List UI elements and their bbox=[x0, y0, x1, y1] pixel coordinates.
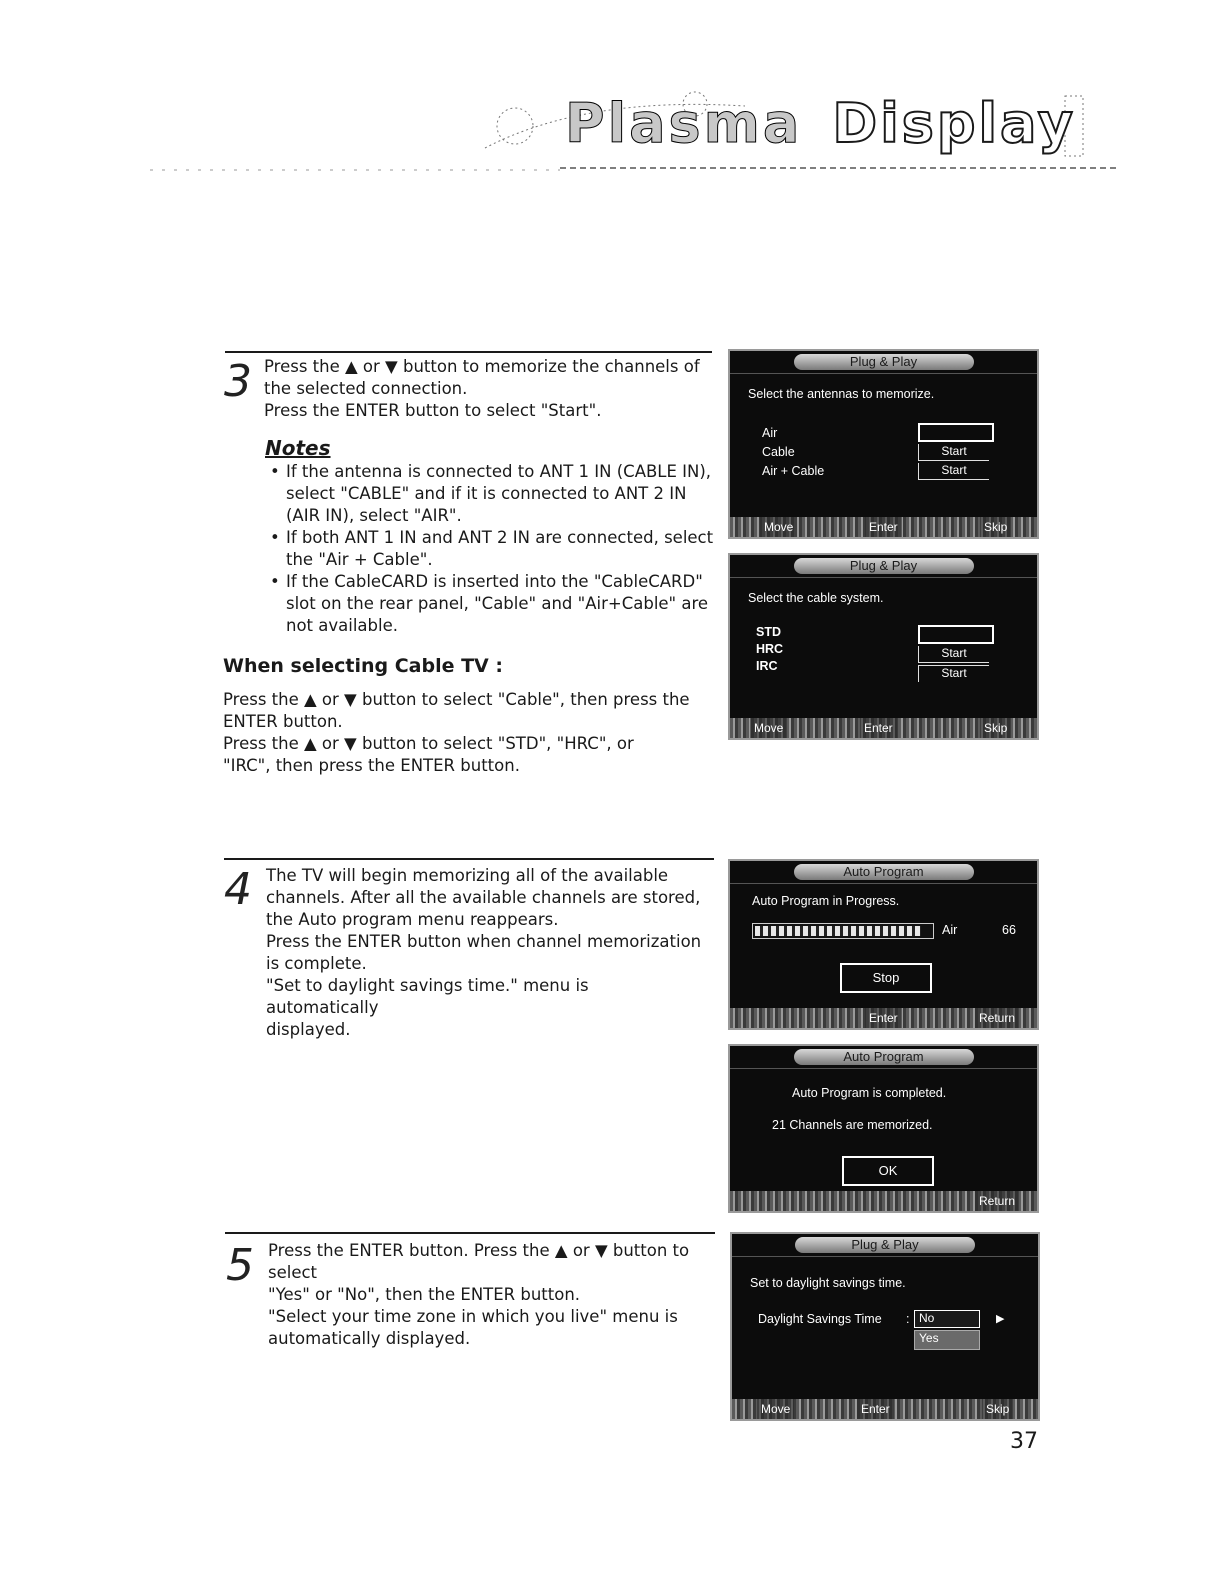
daylight-selected-no[interactable]: No bbox=[914, 1310, 980, 1328]
screen-prompt: Select the antennas to memorize. bbox=[748, 387, 935, 401]
screen-footer bbox=[730, 517, 1037, 537]
air-cable-start-button[interactable]: Start bbox=[918, 463, 989, 480]
step3-instructions bbox=[264, 356, 714, 422]
arrow-right-icon[interactable]: ▶ bbox=[996, 1313, 1005, 1325]
screen-title: Plug & Play bbox=[794, 354, 974, 370]
step5-instructions bbox=[268, 1240, 718, 1350]
step4-line: channels. After all the available channels are stored, bbox=[266, 888, 701, 907]
header-plasma: Plasma bbox=[565, 92, 803, 155]
stop-button[interactable]: Stop bbox=[840, 963, 932, 993]
screen-footer bbox=[730, 1191, 1037, 1211]
colon: : bbox=[906, 1312, 910, 1326]
footer-enter: Enter bbox=[860, 718, 897, 738]
completed-line-1: Auto Program is completed. bbox=[792, 1086, 947, 1100]
std-start-button[interactable] bbox=[918, 625, 994, 644]
screen-titlebar bbox=[730, 555, 1037, 578]
page-header-title bbox=[565, 92, 1076, 155]
notes-title: Notes bbox=[265, 436, 331, 460]
screen-titlebar bbox=[730, 861, 1037, 884]
footer-return: Return bbox=[975, 1191, 1019, 1211]
ok-button[interactable]: OK bbox=[842, 1156, 934, 1186]
screen-prompt: Set to daylight savings time. bbox=[750, 1276, 906, 1290]
screen-title: Auto Program bbox=[794, 864, 974, 880]
step4-instructions bbox=[266, 865, 706, 1041]
option-air-cable[interactable]: Air + Cable bbox=[762, 464, 825, 478]
step5-line: "Yes" or "No", then the ENTER button. bbox=[268, 1285, 581, 1304]
screen-auto-program-progress bbox=[728, 859, 1039, 1030]
note-item: • If the CableCARD is inserted into the "CableCARD" slot on the rear panel, "Cable" and "Air+Cable" are not available. bbox=[264, 571, 714, 637]
option-air[interactable]: Air bbox=[762, 426, 778, 440]
note-item: • If both ANT 1 IN and ANT 2 IN are connected, select the "Air + Cable". bbox=[264, 527, 714, 571]
step5-line: "Select your time zone in which you live" menu is bbox=[268, 1307, 678, 1326]
screen-prompt: Select the cable system. bbox=[748, 591, 884, 605]
hrc-start-button[interactable]: Start bbox=[918, 646, 989, 663]
option-hrc[interactable]: HRC bbox=[756, 642, 784, 656]
cable-instructions bbox=[223, 689, 693, 777]
progress-source: Air bbox=[942, 923, 958, 937]
footer-move: Move bbox=[750, 718, 787, 738]
daylight-option-yes[interactable]: Yes bbox=[914, 1330, 980, 1350]
step4-number: 4 bbox=[224, 864, 252, 915]
option-irc[interactable]: IRC bbox=[756, 659, 778, 673]
step5-line: Press the ENTER button. Press the ▲ or ▼ button to select bbox=[268, 1241, 690, 1282]
progress-fill bbox=[755, 926, 921, 936]
screen-footer bbox=[730, 1008, 1037, 1028]
step5-rule bbox=[225, 1232, 715, 1234]
screen-daylight-savings bbox=[730, 1232, 1040, 1421]
irc-start-button[interactable]: Start bbox=[918, 665, 989, 682]
screen-titlebar bbox=[730, 1046, 1037, 1069]
footer-skip: Skip bbox=[980, 517, 1011, 537]
step3-line: the selected connection. bbox=[264, 379, 468, 398]
step5-number: 5 bbox=[226, 1240, 254, 1291]
header-display: Display bbox=[832, 92, 1076, 155]
footer-move: Move bbox=[757, 1399, 794, 1419]
step4-line: "Set to daylight savings time." menu is automatically bbox=[266, 976, 589, 1017]
screen-title: Auto Program bbox=[794, 1049, 974, 1065]
cable-line: Press the ▲ or ▼ button to select "Cable", then press the bbox=[223, 690, 690, 709]
option-cable[interactable]: Cable bbox=[762, 445, 795, 459]
footer-move: Move bbox=[760, 517, 797, 537]
screen-titlebar bbox=[730, 351, 1037, 374]
page-number: 37 bbox=[1010, 1429, 1038, 1454]
option-std[interactable]: STD bbox=[756, 625, 781, 639]
progress-bar bbox=[752, 923, 934, 939]
note-item: • If the antenna is connected to ANT 1 IN (CABLE IN), select "CABLE" and if it is connected to ANT 2 IN (AIR IN), select "AIR". bbox=[264, 461, 714, 527]
footer-skip: Skip bbox=[982, 1399, 1013, 1419]
step3-line: Press the ENTER button to select "Start". bbox=[264, 401, 602, 420]
screen-cable-system bbox=[728, 553, 1039, 740]
step4-line: the Auto program menu reappears. bbox=[266, 910, 559, 929]
screen-title: Plug & Play bbox=[794, 558, 974, 574]
screen-titlebar bbox=[732, 1234, 1038, 1257]
progress-channel: 66 bbox=[1002, 923, 1016, 937]
step3-number: 3 bbox=[224, 356, 252, 407]
step4-line: displayed. bbox=[266, 1020, 351, 1039]
screen-title: Plug & Play bbox=[795, 1237, 975, 1253]
step3-line: Press the ▲ or ▼ button to memorize the channels of bbox=[264, 357, 700, 376]
cable-start-button[interactable]: Start bbox=[918, 444, 989, 461]
screen-auto-program-completed bbox=[728, 1044, 1039, 1213]
cable-line: "IRC", then press the ENTER button. bbox=[223, 756, 520, 775]
completed-line-2: 21 Channels are memorized. bbox=[772, 1118, 933, 1132]
step4-rule bbox=[224, 858, 714, 860]
step3-rule bbox=[225, 351, 712, 353]
screen-antenna-select bbox=[728, 349, 1039, 539]
notes-list bbox=[264, 461, 714, 637]
step4-line: is complete. bbox=[266, 954, 367, 973]
screen-footer bbox=[730, 718, 1037, 738]
cable-section-title: When selecting Cable TV : bbox=[223, 655, 503, 677]
footer-enter: Enter bbox=[865, 1008, 902, 1028]
daylight-label: Daylight Savings Time bbox=[758, 1312, 882, 1326]
step4-line: Press the ENTER button when channel memorization bbox=[266, 932, 702, 951]
step4-line: The TV will begin memorizing all of the available bbox=[266, 866, 669, 885]
footer-enter: Enter bbox=[857, 1399, 894, 1419]
cable-line: ENTER button. bbox=[223, 712, 343, 731]
screen-footer bbox=[732, 1399, 1038, 1419]
progress-status: Auto Program in Progress. bbox=[752, 894, 900, 908]
step5-line: automatically displayed. bbox=[268, 1329, 471, 1348]
cable-line: Press the ▲ or ▼ button to select "STD", "HRC", or bbox=[223, 734, 634, 753]
air-start-button[interactable] bbox=[918, 423, 994, 442]
footer-enter: Enter bbox=[865, 517, 902, 537]
footer-skip: Skip bbox=[980, 718, 1011, 738]
footer-return: Return bbox=[975, 1008, 1019, 1028]
